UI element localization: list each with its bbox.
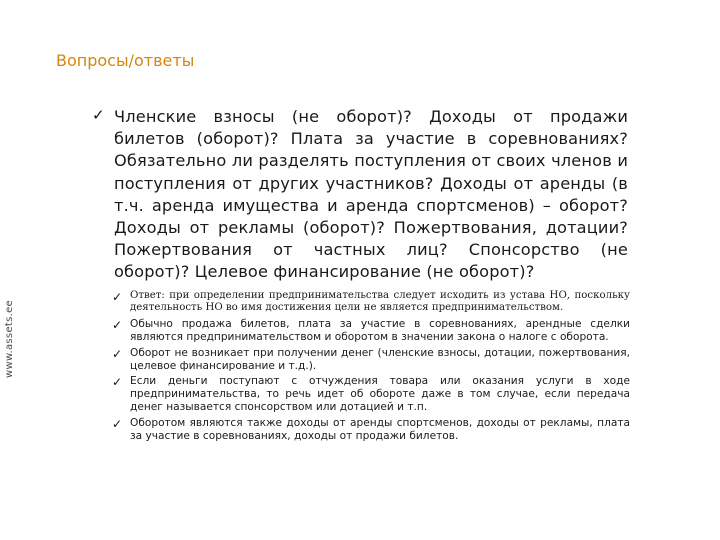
sub-bullet-text: Обычно продажа билетов, плата за участие в соревнованиях, арендные сделки являются предпринимательством и оборотом в значении закона о налоге с оборота. <box>130 318 630 344</box>
checkmark-icon: ✓ <box>112 289 123 304</box>
list-item <box>112 417 630 443</box>
sub-bullet-text: Ответ: при определении предпринимательства следует исходить из устава НО, поскольку деятельность НО во имя достижения цели не является предпринимательством. <box>130 289 630 314</box>
checkmark-icon: ✓ <box>92 106 105 124</box>
checkmark-icon: ✓ <box>112 318 123 333</box>
side-url-label: www.assets.ee <box>4 299 15 378</box>
sub-bullet-text: Оборотом являются также доходы от аренды спортсменов, доходы от рекламы, плата за участие в соревнованиях, доходы от продажи билетов. <box>130 416 630 442</box>
page-title: Вопросы/ответы <box>56 51 195 70</box>
list-item <box>112 347 630 373</box>
list-item <box>112 290 630 316</box>
sub-bullet-text: Если деньги поступают с отчуждения товара или оказания услуги в ходе предпринимательства, то речь идет об обороте даже в том случае, если передача денег называется спонсорством или дотацией и т.п. <box>130 375 630 413</box>
sub-bullet-text: Оборот не возникает при получении денег (членские взносы, дотации, пожертвования, целевое финансирование и т.д.). <box>130 346 630 372</box>
checkmark-icon: ✓ <box>112 375 123 390</box>
sub-bullet-list <box>112 290 630 443</box>
checkmark-icon: ✓ <box>112 416 123 431</box>
list-item <box>112 375 630 413</box>
main-bullet-text: Членские взносы (не оборот)? Доходы от продажи билетов (оборот)? Плата за участие в соревнованиях? Обязательно ли разделять поступления от своих членов и поступления от других участников? Доходы от аренды (в т.ч. аренда имущества и аренда спортсменов) – оборот? Доходы от рекламы (оборот)? Пожертвования, дотации? Пожертвования от частных лиц? Спонсорство (не оборот)? Целевое финансирование (не оборот)? <box>114 107 628 282</box>
checkmark-icon: ✓ <box>112 346 123 361</box>
list-item <box>112 318 630 344</box>
main-content <box>92 106 628 445</box>
main-bullet <box>92 106 628 284</box>
